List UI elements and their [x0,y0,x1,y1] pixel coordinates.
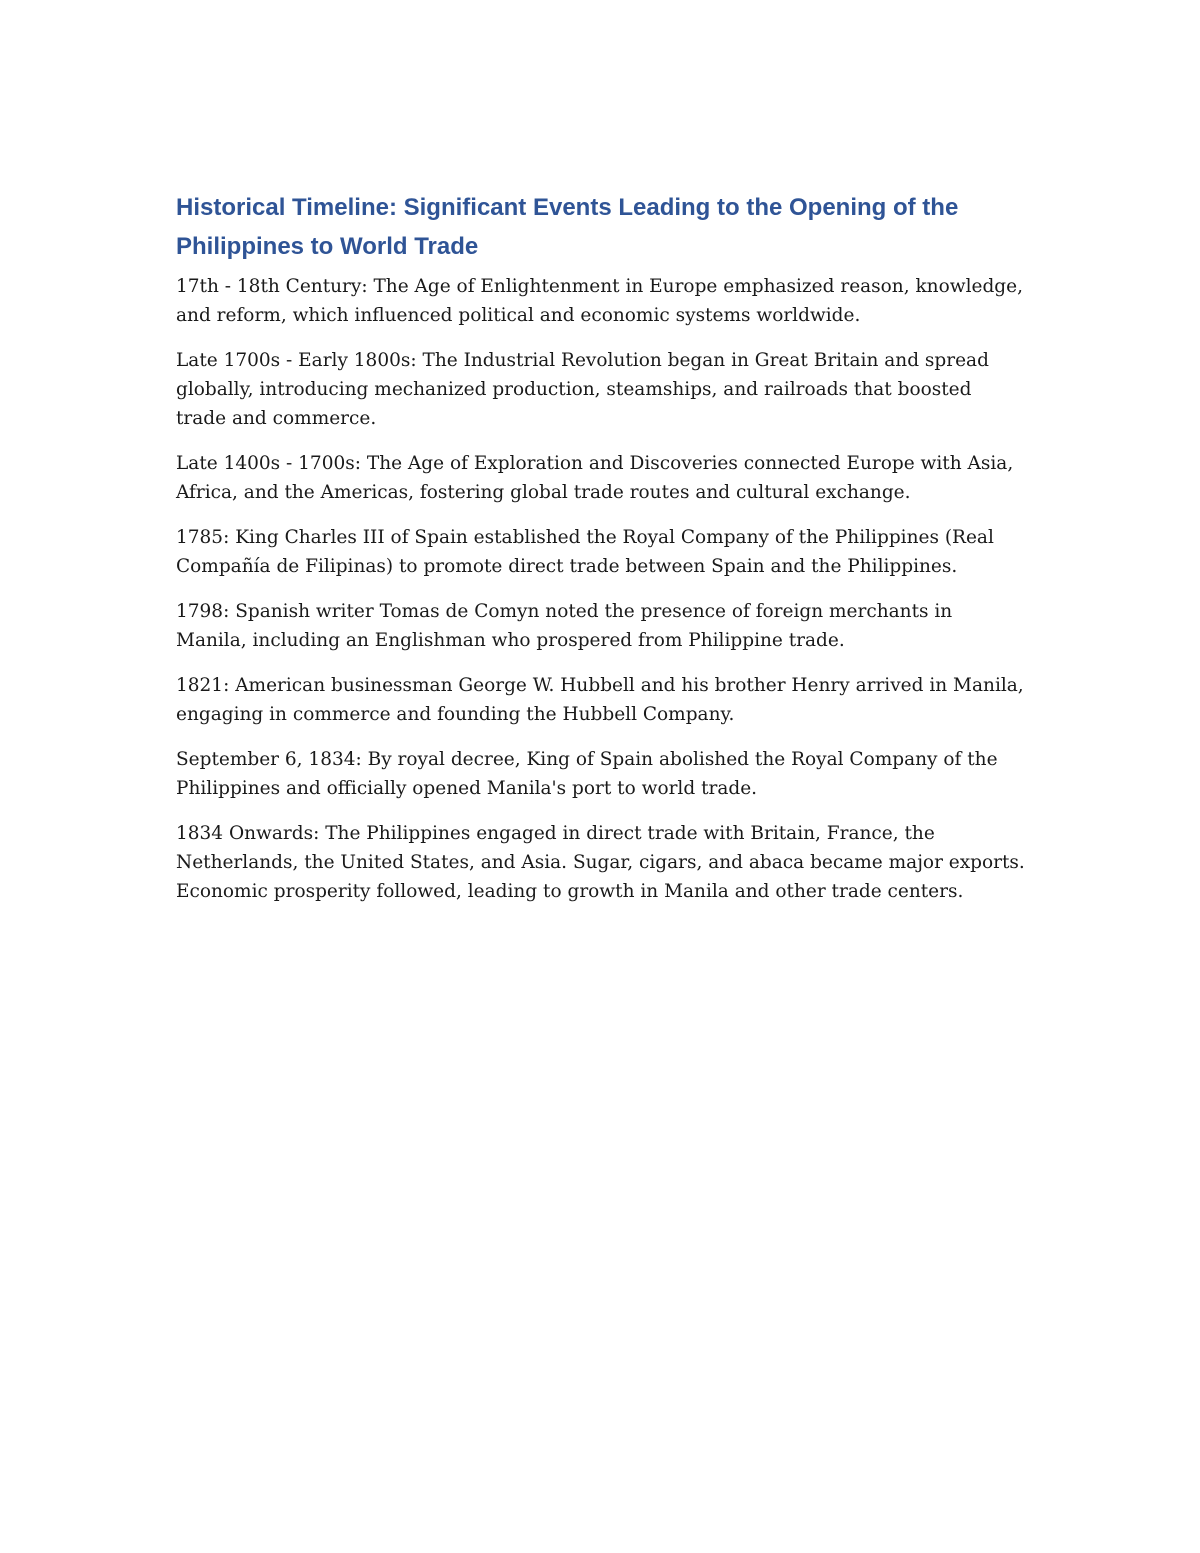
document-body [176,188,1026,922]
timeline-entry: 1821: American businessman George W. Hubbell and his brother Henry arrived in Manila, engaging in commerce and founding the Hubbell Company. [176,675,1024,725]
timeline-entry: September 6, 1834: By royal decree, King of Spain abolished the Royal Company of the Philippines and officially opened Manila's port to world trade. [176,749,998,799]
timeline-entry: 1798: Spanish writer Tomas de Comyn noted the presence of foreign merchants in Manila, including an Englishman who prospered from Philippine trade. [176,601,953,651]
document-title: Historical Timeline: Significant Events Leading to the Opening of the Philippines to World Trade [176,194,959,260]
timeline-entry: 1785: King Charles III of Spain established the Royal Company of the Philippines (Real Compañía de Filipinas) to promote direct trade between Spain and the Philippines. [176,527,994,577]
timeline-entry: Late 1400s - 1700s: The Age of Exploration and Discoveries connected Europe with Asia, Africa, and the Americas, fostering global trade routes and cultural exchange. [176,453,1014,503]
timeline-entry: Late 1700s - Early 1800s: The Industrial Revolution began in Great Britain and spread globally, introducing mechanized production, steamships, and railroads that boosted trade and commerce. [176,350,989,429]
timeline-entry: 1834 Onwards: The Philippines engaged in direct trade with Britain, France, the Netherlands, the United States, and Asia. Sugar, cigars, and abaca became major exports. Economic prosperity followed, leading to growth in Manila and other trade centers. [176,823,1025,902]
timeline-entry: 17th - 18th Century: The Age of Enlightenment in Europe emphasized reason, knowledge, and reform, which influenced political and economic systems worldwide. [176,276,1023,326]
